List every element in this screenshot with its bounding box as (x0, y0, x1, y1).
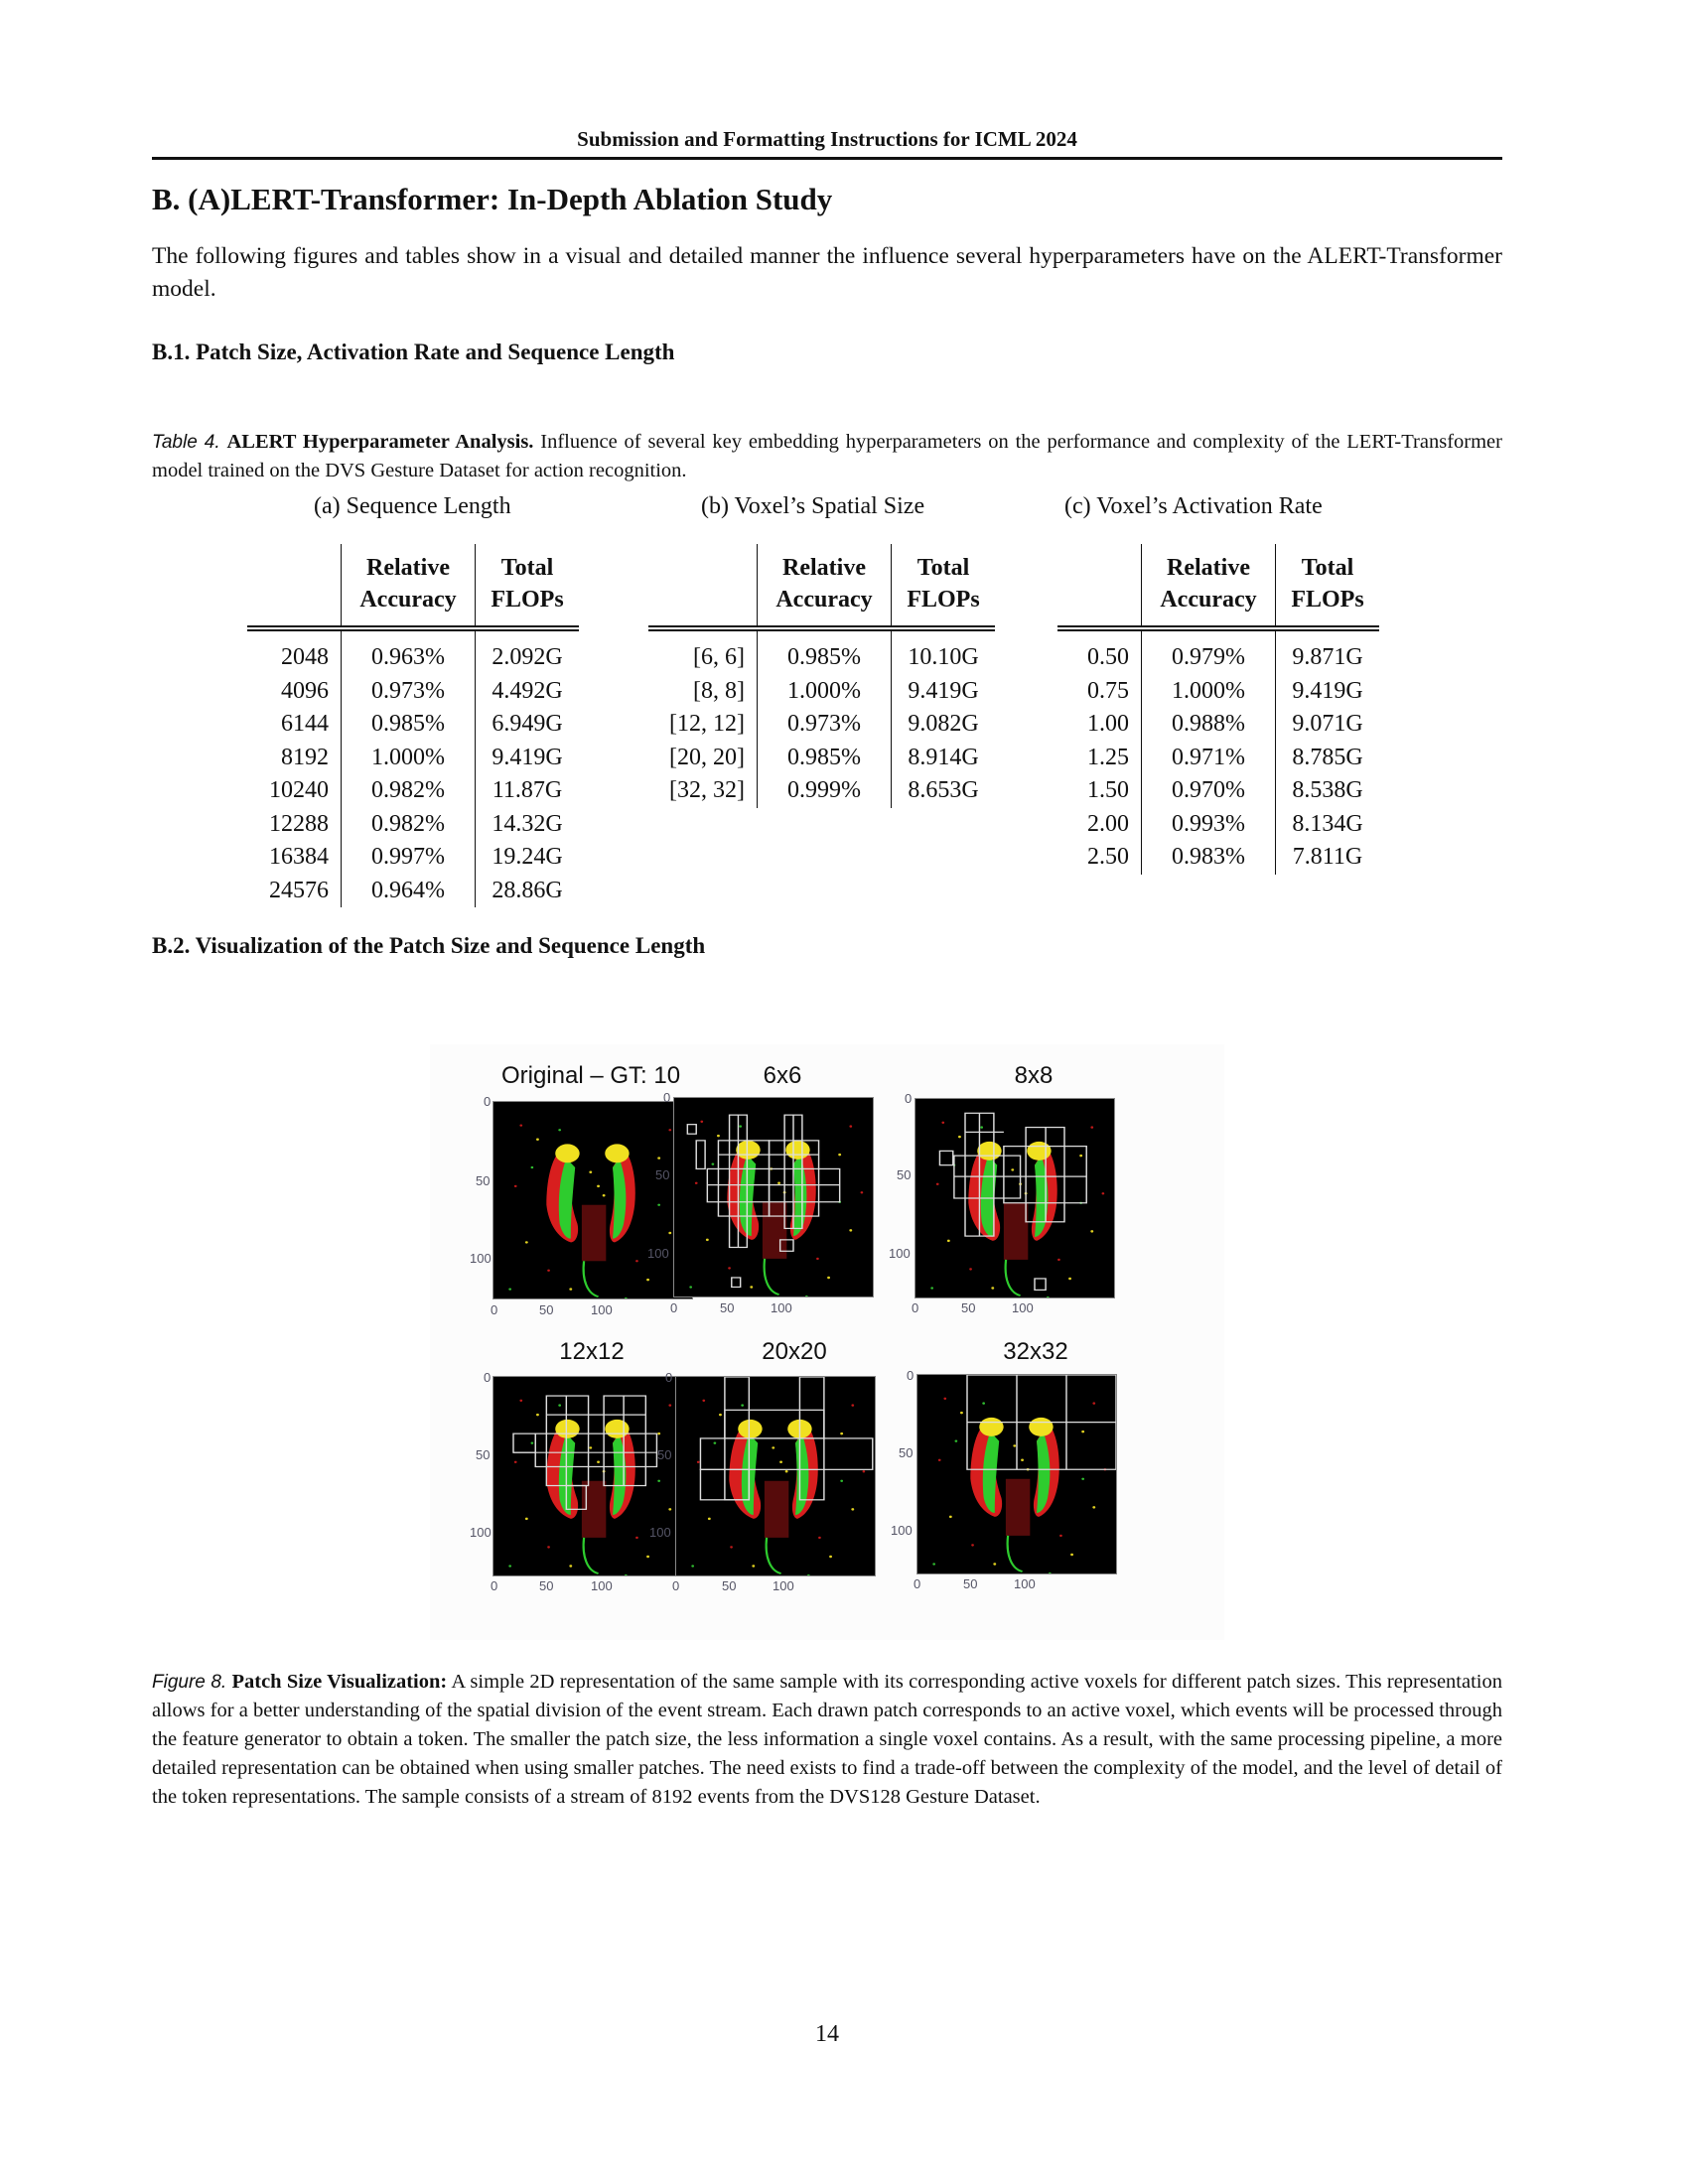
accuracy-cell: 0.973% (342, 675, 476, 709)
row-label: [8, 8] (693, 677, 745, 704)
y-tick: 100 (470, 1525, 492, 1540)
x-tick: 0 (491, 1578, 498, 1593)
accuracy-cell: 0.970% (1142, 774, 1276, 808)
table-activation-rate (1057, 544, 1379, 875)
panel-title: 6x6 (763, 1062, 802, 1089)
accuracy-cell: 0.971% (1142, 742, 1276, 775)
table-row (1057, 628, 1379, 675)
event-frame-image (675, 1376, 876, 1576)
flops-cell: 4.492G (476, 675, 580, 709)
figure8-caption-text: A simple 2D representation of the same sample with its corresponding active voxels for different patch sizes. This representation allows for a better understanding of the spatial division of the event stream. Each drawn patch corresponds to an active voxel, which events will be processed through the feature generator to obtain a token. The smaller the patch size, the less information a single voxel contains. As a result, with the same processing pipeline, a more detailed representation can be obtained when using smaller patches. The need exists to find a trade-off between the complexity of the model, and the level of detail of the token representations. The sample consists of a stream of 8192 events from the DVS128 Gesture Dataset. (152, 1671, 1502, 1808)
x-tick: 0 (912, 1300, 919, 1315)
flops-cell: 19.24G (476, 841, 580, 875)
y-tick: 100 (649, 1525, 671, 1540)
flops-cell: 7.811G (1276, 841, 1380, 875)
figure-patch-visualization (430, 1044, 1224, 1640)
x-tick: 100 (1014, 1576, 1036, 1591)
accuracy-cell: 1.000% (1142, 675, 1276, 709)
flops-cell: 9.071G (1276, 708, 1380, 742)
y-tick: 0 (484, 1370, 492, 1385)
row-label: 16384 (269, 844, 329, 870)
y-tick: 0 (905, 1091, 913, 1106)
flops-cell: 8.538G (1276, 774, 1380, 808)
row-label: 6144 (281, 711, 329, 737)
row-label: 10240 (269, 777, 329, 803)
table-row (247, 841, 579, 875)
table-row (648, 742, 995, 775)
subtable-a-caption: (a) Sequence Length (314, 493, 511, 519)
row-label: 24576 (269, 877, 329, 903)
event-frame-image (492, 1376, 693, 1576)
y-tick: 100 (891, 1523, 913, 1538)
page-number: 14 (815, 2021, 839, 2047)
flops-cell: 14.32G (476, 808, 580, 842)
figure8-label: Figure 8. (152, 1672, 227, 1693)
header-total-flops: Total FLOPs (892, 544, 996, 628)
x-tick: 50 (539, 1302, 554, 1317)
x-tick: 50 (722, 1578, 737, 1593)
x-tick: 50 (539, 1578, 554, 1593)
table-row (1057, 841, 1379, 875)
y-tick: 50 (476, 1447, 491, 1462)
x-tick: 50 (720, 1300, 735, 1315)
y-tick: 100 (647, 1246, 669, 1261)
row-label: 2.50 (1087, 844, 1129, 870)
table-row (247, 742, 579, 775)
flops-cell: 9.419G (892, 675, 996, 709)
row-label: 1.00 (1087, 711, 1129, 737)
accuracy-cell: 0.973% (758, 708, 892, 742)
flops-cell: 10.10G (892, 628, 996, 675)
table-row (648, 628, 995, 675)
figure8-caption (152, 1668, 1502, 1812)
accuracy-cell: 0.983% (1142, 841, 1276, 875)
x-tick: 0 (670, 1300, 678, 1315)
accuracy-cell: 0.988% (1142, 708, 1276, 742)
table-row (648, 675, 995, 709)
x-tick: 0 (672, 1578, 680, 1593)
y-tick: 0 (484, 1094, 492, 1109)
table4-caption (152, 428, 1502, 485)
panel-title: 12x12 (559, 1338, 625, 1365)
accuracy-cell: 0.964% (342, 875, 476, 908)
table-row (648, 708, 995, 742)
running-title: Submission and Formatting Instructions for ICML 2024 (577, 127, 1077, 151)
y-tick: 0 (665, 1370, 673, 1385)
row-label: [6, 6] (693, 644, 745, 670)
accuracy-cell: 0.999% (758, 774, 892, 808)
panel-title: 32x32 (1003, 1338, 1068, 1365)
header-relative-accuracy: Relative Accuracy (758, 544, 892, 628)
accuracy-cell: 1.000% (342, 742, 476, 775)
flops-cell: 9.419G (476, 742, 580, 775)
table4-label: Table 4. (152, 432, 220, 453)
row-label: 12288 (269, 810, 329, 837)
x-tick: 100 (1012, 1300, 1034, 1315)
table-row (247, 675, 579, 709)
table-row (1057, 774, 1379, 808)
subtable-b-caption: (b) Voxel’s Spatial Size (701, 493, 925, 519)
y-tick: 100 (889, 1246, 911, 1261)
flops-cell: 11.87G (476, 774, 580, 808)
accuracy-cell: 1.000% (758, 675, 892, 709)
panel-title: 20x20 (762, 1338, 827, 1365)
flops-cell: 8.134G (1276, 808, 1380, 842)
y-tick: 50 (899, 1445, 914, 1460)
table-row (247, 774, 579, 808)
accuracy-cell: 0.993% (1142, 808, 1276, 842)
accuracy-cell: 0.979% (1142, 628, 1276, 675)
subtable-c-caption: (c) Voxel’s Activation Rate (1064, 493, 1323, 519)
x-tick: 0 (491, 1302, 498, 1317)
flops-cell: 9.419G (1276, 675, 1380, 709)
table4-caption-text: Influence of several key embedding hyperparameters on the performance and complexity of the LERT-Transformer model trained on the DVS Gesture Dataset for action recognition. (152, 431, 1502, 481)
y-tick: 100 (470, 1251, 492, 1266)
row-label: 1.25 (1087, 744, 1129, 770)
figure8-bold-title: Patch Size Visualization: (231, 1671, 448, 1693)
x-tick: 100 (773, 1578, 794, 1593)
table-row (1057, 708, 1379, 742)
table4-bold-title: ALERT Hyperparameter Analysis. (226, 431, 534, 453)
header-total-flops: Total FLOPs (476, 544, 580, 628)
x-tick: 0 (914, 1576, 921, 1591)
header-rule (152, 157, 1502, 160)
row-label: [32, 32] (669, 777, 745, 803)
row-label: [12, 12] (669, 711, 745, 737)
accuracy-cell: 0.982% (342, 774, 476, 808)
header-relative-accuracy: Relative Accuracy (342, 544, 476, 628)
flops-cell: 8.785G (1276, 742, 1380, 775)
x-tick: 50 (961, 1300, 976, 1315)
panel-title: Original – GT: 10 (500, 1062, 681, 1089)
row-label: 8192 (281, 744, 329, 770)
subsection-title-b2: B.2. Visualization of the Patch Size and Sequence Length (152, 933, 706, 958)
row-label: 0.75 (1087, 677, 1129, 704)
flops-cell: 6.949G (476, 708, 580, 742)
accuracy-cell: 0.985% (758, 628, 892, 675)
header-relative-accuracy: Relative Accuracy (1142, 544, 1276, 628)
accuracy-cell: 0.985% (342, 708, 476, 742)
flops-cell: 9.871G (1276, 628, 1380, 675)
y-tick: 0 (663, 1090, 671, 1105)
flops-cell: 8.653G (892, 774, 996, 808)
y-tick: 0 (907, 1368, 914, 1383)
table-spatial-size (648, 544, 995, 808)
panel-title: 8x8 (1014, 1062, 1054, 1089)
table-row (247, 708, 579, 742)
event-frame-image (492, 1101, 693, 1299)
event-frame-image (916, 1374, 1117, 1574)
table-sequence-length (247, 544, 579, 907)
y-tick: 50 (657, 1447, 672, 1462)
table-row (1057, 808, 1379, 842)
accuracy-cell: 0.997% (342, 841, 476, 875)
row-label: 2.00 (1087, 810, 1129, 837)
x-tick: 100 (591, 1578, 613, 1593)
y-tick: 50 (655, 1167, 670, 1182)
y-tick: 50 (897, 1167, 912, 1182)
table-row (247, 628, 579, 675)
table-row (1057, 675, 1379, 709)
row-label: [20, 20] (669, 744, 745, 770)
table-row (247, 875, 579, 908)
x-tick: 50 (963, 1576, 978, 1591)
header-total-flops: Total FLOPs (1276, 544, 1380, 628)
row-label: 4096 (281, 677, 329, 704)
table-row (247, 808, 579, 842)
table-row (1057, 742, 1379, 775)
accuracy-cell: 0.982% (342, 808, 476, 842)
subsection-title-b1: B.1. Patch Size, Activation Rate and Sequence Length (152, 340, 675, 364)
flops-cell: 9.082G (892, 708, 996, 742)
event-frame-image (673, 1097, 874, 1297)
event-frame-image (914, 1098, 1115, 1298)
section-intro: The following figures and tables show in a visual and detailed manner the influence several hyperparameters have on the ALERT-Transformer model. (152, 243, 1502, 302)
section-title: B. (A)LERT-Transformer: In-Depth Ablation Study (152, 182, 833, 216)
flops-cell: 8.914G (892, 742, 996, 775)
x-tick: 100 (771, 1300, 792, 1315)
table-row (648, 774, 995, 808)
row-label: 1.50 (1087, 777, 1129, 803)
x-tick: 100 (591, 1302, 613, 1317)
row-label: 0.50 (1087, 644, 1129, 670)
accuracy-cell: 0.985% (758, 742, 892, 775)
y-tick: 50 (476, 1173, 491, 1188)
flops-cell: 2.092G (476, 628, 580, 675)
row-label: 2048 (281, 644, 329, 670)
accuracy-cell: 0.963% (342, 628, 476, 675)
flops-cell: 28.86G (476, 875, 580, 908)
